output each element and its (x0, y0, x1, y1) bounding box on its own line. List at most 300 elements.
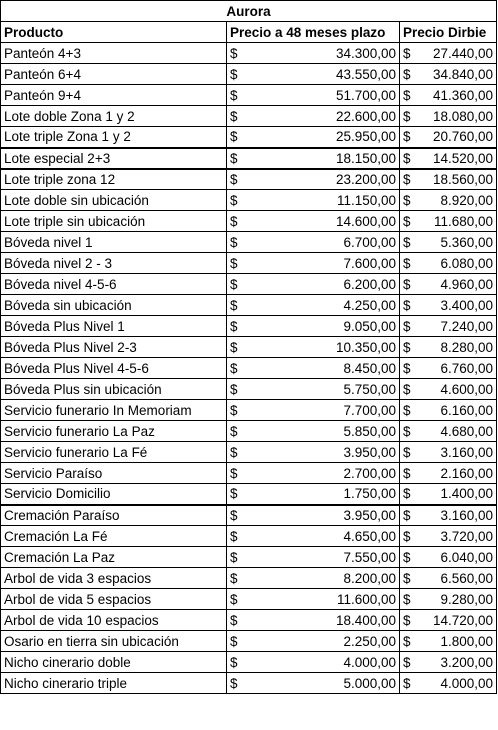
currency-symbol: $ (230, 192, 238, 208)
money-value (403, 129, 493, 144)
amount: 7.240,00 (440, 318, 494, 334)
cell-precio-48 (227, 610, 400, 631)
money-value (230, 403, 396, 418)
cell-precio-dirbie (400, 463, 497, 484)
amount: 8.280,00 (440, 339, 494, 355)
amount: 43.550,00 (335, 66, 396, 82)
currency-symbol: $ (403, 318, 411, 334)
currency-symbol: $ (230, 171, 238, 187)
cell-precio-dirbie (400, 400, 497, 421)
cell-producto: Bóveda Plus Nivel 4-5-6 (1, 358, 227, 379)
cell-precio-48 (227, 232, 400, 253)
money-value (403, 340, 493, 355)
table-row (1, 211, 497, 232)
currency-symbol: $ (230, 633, 238, 649)
table-row (1, 127, 497, 148)
cell-precio-dirbie (400, 484, 497, 505)
cell-producto: Cremación La Paz (1, 547, 227, 568)
amount: 5.750,00 (343, 381, 396, 397)
money-value (403, 46, 493, 61)
cell-precio-dirbie (400, 337, 497, 358)
table-title: Aurora (1, 1, 497, 22)
currency-symbol: $ (230, 66, 238, 82)
money-value (403, 382, 493, 397)
currency-symbol: $ (403, 612, 411, 628)
money-value (403, 172, 493, 187)
cell-precio-48 (227, 484, 400, 505)
cell-producto: Osario en tierra sin ubicación (1, 631, 227, 652)
table-row (1, 610, 497, 631)
amount: 10.350,00 (335, 339, 396, 355)
cell-producto: Panteón 9+4 (1, 85, 227, 106)
cell-precio-dirbie (400, 505, 497, 526)
amount: 6.200,00 (343, 276, 396, 292)
amount: 22.600,00 (335, 108, 396, 124)
currency-symbol: $ (403, 675, 411, 691)
money-value (230, 67, 396, 82)
money-value (230, 129, 396, 144)
cell-producto: Lote triple zona 12 (1, 169, 227, 190)
cell-precio-dirbie (400, 43, 497, 64)
cell-precio-dirbie (400, 589, 497, 610)
cell-precio-48 (227, 631, 400, 652)
amount: 8.450,00 (343, 360, 396, 376)
currency-symbol: $ (403, 171, 411, 187)
amount: 7.700,00 (343, 402, 396, 418)
money-value (230, 256, 396, 271)
cell-precio-dirbie (400, 148, 497, 169)
currency-symbol: $ (230, 360, 238, 376)
currency-symbol: $ (230, 129, 238, 145)
table-row (1, 274, 497, 295)
currency-symbol: $ (230, 276, 238, 292)
cell-precio-48 (227, 211, 400, 232)
money-value (403, 214, 493, 229)
cell-precio-48 (227, 526, 400, 547)
money-value (403, 109, 493, 124)
currency-symbol: $ (403, 444, 411, 460)
cell-precio-dirbie (400, 211, 497, 232)
cell-precio-dirbie (400, 274, 497, 295)
cell-producto: Bóveda nivel 1 (1, 232, 227, 253)
currency-symbol: $ (403, 150, 411, 166)
money-value (230, 151, 396, 166)
amount: 5.000,00 (343, 675, 396, 691)
cell-producto: Lote doble Zona 1 y 2 (1, 106, 227, 127)
currency-symbol: $ (230, 108, 238, 124)
money-value (403, 613, 493, 628)
amount: 4.000,00 (440, 675, 494, 691)
cell-precio-48 (227, 379, 400, 400)
currency-symbol: $ (230, 318, 238, 334)
currency-symbol: $ (230, 234, 238, 250)
cell-precio-48 (227, 43, 400, 64)
money-value (230, 235, 396, 250)
table-row (1, 673, 497, 694)
money-value (230, 571, 396, 586)
money-value (230, 46, 396, 61)
currency-symbol: $ (230, 486, 238, 502)
cell-precio-dirbie (400, 64, 497, 85)
cell-precio-dirbie (400, 232, 497, 253)
currency-symbol: $ (403, 66, 411, 82)
amount: 6.560,00 (440, 570, 494, 586)
amount: 25.950,00 (335, 129, 396, 145)
currency-symbol: $ (403, 549, 411, 565)
money-value (403, 193, 493, 208)
cell-precio-48 (227, 127, 400, 148)
currency-symbol: $ (403, 423, 411, 439)
currency-symbol: $ (403, 591, 411, 607)
cell-precio-dirbie (400, 85, 497, 106)
cell-precio-48 (227, 652, 400, 673)
amount: 18.150,00 (335, 150, 396, 166)
cell-precio-dirbie (400, 316, 497, 337)
table-row (1, 589, 497, 610)
currency-symbol: $ (403, 381, 411, 397)
amount: 4.250,00 (343, 297, 396, 313)
cell-precio-48 (227, 190, 400, 211)
cell-precio-48 (227, 547, 400, 568)
amount: 4.680,00 (440, 423, 494, 439)
money-value (403, 151, 493, 166)
table-row (1, 316, 497, 337)
table-row (1, 505, 497, 526)
amount: 2.250,00 (343, 633, 396, 649)
cell-precio-48 (227, 316, 400, 337)
currency-symbol: $ (230, 654, 238, 670)
cell-producto: Nicho cinerario triple (1, 673, 227, 694)
amount: 8.920,00 (440, 192, 494, 208)
amount: 1.750,00 (343, 486, 396, 502)
amount: 4.650,00 (343, 528, 396, 544)
currency-symbol: $ (403, 108, 411, 124)
currency-symbol: $ (403, 570, 411, 586)
table-row (1, 379, 497, 400)
money-value (230, 361, 396, 376)
money-value (403, 403, 493, 418)
title-row (1, 1, 497, 22)
cell-precio-dirbie (400, 253, 497, 274)
currency-symbol: $ (230, 465, 238, 481)
currency-symbol: $ (230, 87, 238, 103)
cell-precio-48 (227, 463, 400, 484)
amount: 41.360,00 (432, 87, 494, 103)
table-row (1, 547, 497, 568)
header-precio-48: Precio a 48 meses plazo (227, 22, 400, 43)
currency-symbol: $ (403, 654, 411, 670)
money-value (230, 88, 396, 103)
cell-precio-48 (227, 442, 400, 463)
cell-precio-dirbie (400, 295, 497, 316)
amount: 6.080,00 (440, 255, 494, 271)
cell-producto: Arbol de vida 3 espacios (1, 568, 227, 589)
cell-precio-48 (227, 64, 400, 85)
header-precio-dirbie: Precio Dirbie (400, 22, 497, 43)
currency-symbol: $ (230, 612, 238, 628)
cell-producto: Panteón 6+4 (1, 64, 227, 85)
cell-precio-dirbie (400, 442, 497, 463)
money-value (230, 172, 396, 187)
money-value (403, 256, 493, 271)
cell-producto: Bóveda nivel 2 - 3 (1, 253, 227, 274)
money-value (403, 571, 493, 586)
currency-symbol: $ (403, 129, 411, 145)
cell-producto: Servicio funerario La Paz (1, 421, 227, 442)
table-row (1, 358, 497, 379)
currency-symbol: $ (403, 633, 411, 649)
cell-precio-dirbie (400, 379, 497, 400)
amount: 2.160,00 (440, 465, 494, 481)
table-row (1, 43, 497, 64)
currency-symbol: $ (403, 402, 411, 418)
cell-precio-dirbie (400, 652, 497, 673)
money-value (403, 592, 493, 607)
cell-producto: Arbol de vida 10 espacios (1, 610, 227, 631)
cell-producto: Servicio funerario La Fé (1, 442, 227, 463)
cell-precio-48 (227, 673, 400, 694)
money-value (230, 550, 396, 565)
cell-precio-48 (227, 253, 400, 274)
money-value (230, 109, 396, 124)
cell-precio-dirbie (400, 421, 497, 442)
amount: 18.080,00 (432, 108, 494, 124)
currency-symbol: $ (403, 213, 411, 229)
cell-precio-48 (227, 106, 400, 127)
amount: 3.400,00 (440, 297, 494, 313)
money-value (403, 655, 493, 670)
table-row (1, 190, 497, 211)
cell-producto: Servicio funerario In Memoriam (1, 400, 227, 421)
currency-symbol: $ (403, 486, 411, 502)
table-row (1, 421, 497, 442)
amount: 23.200,00 (335, 171, 396, 187)
amount: 4.000,00 (343, 654, 396, 670)
amount: 6.040,00 (440, 549, 494, 565)
money-value (403, 508, 493, 523)
amount: 11.150,00 (336, 192, 396, 208)
amount: 1.400,00 (440, 486, 494, 502)
amount: 3.160,00 (440, 444, 494, 460)
currency-symbol: $ (230, 213, 238, 229)
table-row (1, 169, 497, 190)
money-value (230, 445, 396, 460)
cell-precio-48 (227, 169, 400, 190)
money-value (230, 655, 396, 670)
amount: 3.200,00 (440, 654, 494, 670)
cell-producto: Lote especial 2+3 (1, 148, 227, 169)
cell-producto: Bóveda Plus Nivel 1 (1, 316, 227, 337)
cell-producto: Servicio Paraíso (1, 463, 227, 484)
money-value (230, 529, 396, 544)
money-value (230, 298, 396, 313)
table-row (1, 106, 497, 127)
amount: 4.960,00 (440, 276, 494, 292)
amount: 4.600,00 (440, 381, 494, 397)
table-row (1, 526, 497, 547)
amount: 3.160,00 (440, 507, 494, 523)
cell-producto: Arbol de vida 5 espacios (1, 589, 227, 610)
money-value (403, 634, 493, 649)
currency-symbol: $ (230, 444, 238, 460)
money-value (230, 340, 396, 355)
money-value (230, 676, 396, 691)
cell-precio-dirbie (400, 127, 497, 148)
money-value (230, 193, 396, 208)
amount: 9.280,00 (440, 591, 494, 607)
currency-symbol: $ (230, 570, 238, 586)
amount: 20.760,00 (432, 129, 494, 145)
currency-symbol: $ (230, 45, 238, 61)
table-body (1, 43, 497, 694)
amount: 34.300,00 (335, 45, 396, 61)
cell-precio-dirbie (400, 169, 497, 190)
table-row (1, 442, 497, 463)
cell-precio-dirbie (400, 358, 497, 379)
cell-precio-48 (227, 295, 400, 316)
money-value (230, 592, 396, 607)
currency-symbol: $ (403, 276, 411, 292)
money-value (230, 486, 396, 501)
cell-precio-48 (227, 337, 400, 358)
money-value (230, 214, 396, 229)
currency-symbol: $ (230, 381, 238, 397)
amount: 5.850,00 (343, 423, 396, 439)
currency-symbol: $ (403, 87, 411, 103)
money-value (403, 235, 493, 250)
currency-symbol: $ (403, 192, 411, 208)
money-value (230, 277, 396, 292)
cell-precio-48 (227, 85, 400, 106)
amount: 5.360,00 (440, 234, 494, 250)
table-row (1, 568, 497, 589)
cell-producto: Panteón 4+3 (1, 43, 227, 64)
table-row (1, 253, 497, 274)
table-row (1, 400, 497, 421)
cell-producto: Lote triple sin ubicación (1, 211, 227, 232)
cell-producto: Cremación La Fé (1, 526, 227, 547)
cell-precio-dirbie (400, 568, 497, 589)
amount: 3.950,00 (343, 507, 396, 523)
header-producto: Producto (1, 22, 227, 43)
money-value (230, 634, 396, 649)
table-row (1, 295, 497, 316)
cell-precio-48 (227, 274, 400, 295)
cell-precio-dirbie (400, 631, 497, 652)
money-value (403, 445, 493, 460)
amount: 8.200,00 (343, 570, 396, 586)
amount: 11.680,00 (433, 213, 494, 229)
amount: 14.600,00 (335, 213, 396, 229)
cell-precio-48 (227, 568, 400, 589)
cell-producto: Servicio Domicilio (1, 484, 227, 505)
cell-producto: Bóveda Plus Nivel 2-3 (1, 337, 227, 358)
currency-symbol: $ (403, 465, 411, 481)
amount: 3.720,00 (440, 528, 494, 544)
amount: 27.440,00 (432, 45, 494, 61)
table-row (1, 337, 497, 358)
money-value (403, 361, 493, 376)
currency-symbol: $ (230, 423, 238, 439)
money-value (403, 277, 493, 292)
money-value (230, 382, 396, 397)
currency-symbol: $ (403, 234, 411, 250)
currency-symbol: $ (403, 507, 411, 523)
money-value (403, 550, 493, 565)
currency-symbol: $ (230, 297, 238, 313)
amount: 2.700,00 (343, 465, 396, 481)
cell-producto: Cremación Paraíso (1, 505, 227, 526)
cell-precio-48 (227, 400, 400, 421)
amount: 11.600,00 (336, 591, 396, 607)
cell-precio-48 (227, 505, 400, 526)
amount: 6.760,00 (440, 360, 494, 376)
money-value (230, 613, 396, 628)
cell-producto: Nicho cinerario doble (1, 652, 227, 673)
amount: 51.700,00 (335, 87, 396, 103)
table-row (1, 631, 497, 652)
currency-symbol: $ (403, 528, 411, 544)
cell-producto: Bóveda nivel 4-5-6 (1, 274, 227, 295)
cell-precio-dirbie (400, 673, 497, 694)
table-row (1, 64, 497, 85)
cell-precio-48 (227, 358, 400, 379)
cell-precio-48 (227, 421, 400, 442)
currency-symbol: $ (403, 45, 411, 61)
money-value (403, 466, 493, 481)
amount: 7.550,00 (343, 549, 396, 565)
amount: 7.600,00 (343, 255, 396, 271)
cell-precio-dirbie (400, 547, 497, 568)
money-value (403, 298, 493, 313)
currency-symbol: $ (403, 360, 411, 376)
money-value (403, 67, 493, 82)
money-value (403, 424, 493, 439)
cell-precio-48 (227, 589, 400, 610)
header-row (1, 22, 497, 43)
currency-symbol: $ (230, 402, 238, 418)
amount: 14.720,00 (432, 612, 494, 628)
money-value (230, 466, 396, 481)
cell-precio-dirbie (400, 526, 497, 547)
money-value (403, 529, 493, 544)
amount: 18.400,00 (335, 612, 396, 628)
table-row (1, 85, 497, 106)
cell-producto: Bóveda sin ubicación (1, 295, 227, 316)
table-row (1, 484, 497, 505)
money-value (230, 508, 396, 523)
currency-symbol: $ (403, 297, 411, 313)
currency-symbol: $ (230, 339, 238, 355)
money-value (403, 486, 493, 501)
currency-symbol: $ (230, 150, 238, 166)
money-value (230, 319, 396, 334)
currency-symbol: $ (230, 507, 238, 523)
currency-symbol: $ (230, 549, 238, 565)
cell-producto: Bóveda Plus sin ubicación (1, 379, 227, 400)
currency-symbol: $ (230, 591, 238, 607)
currency-symbol: $ (230, 255, 238, 271)
amount: 34.840,00 (432, 66, 494, 82)
amount: 3.950,00 (343, 444, 396, 460)
cell-precio-dirbie (400, 106, 497, 127)
amount: 6.700,00 (343, 234, 396, 250)
amount: 6.160,00 (440, 402, 494, 418)
money-value (230, 424, 396, 439)
table-row (1, 148, 497, 169)
table-row (1, 463, 497, 484)
amount: 14.520,00 (432, 150, 494, 166)
